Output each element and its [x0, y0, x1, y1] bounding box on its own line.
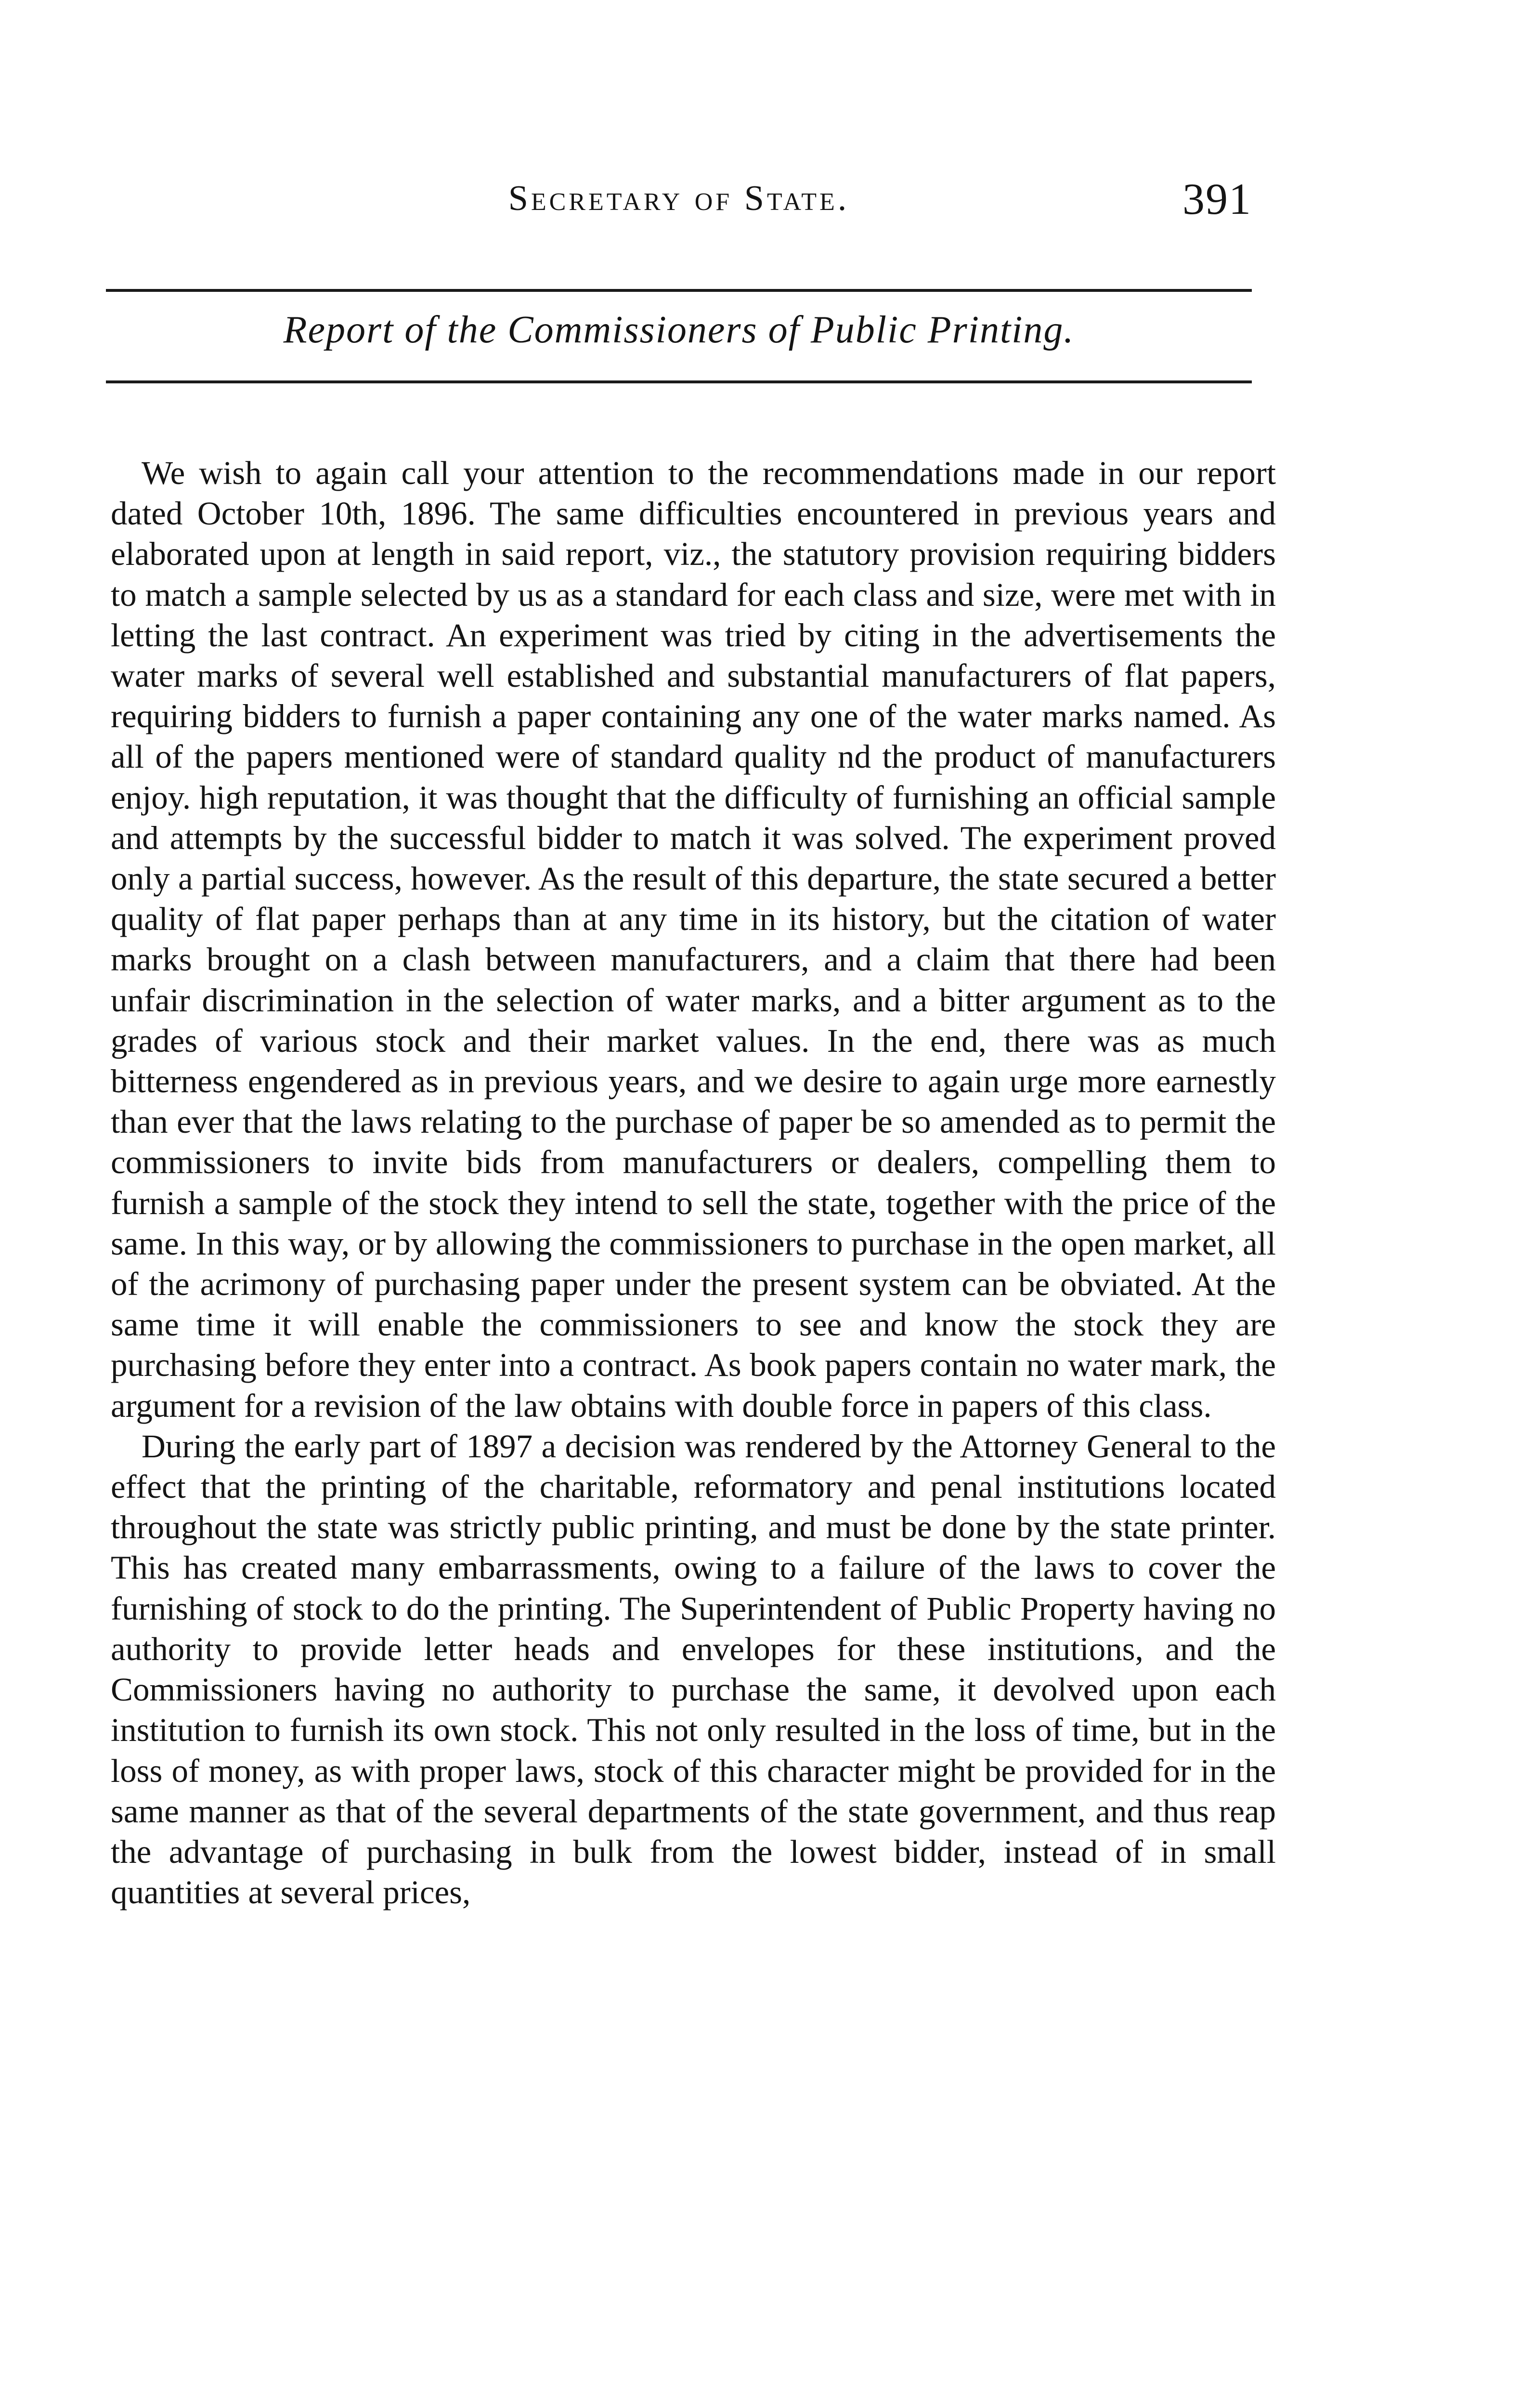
top-rule: [106, 289, 1252, 292]
body-text: [111, 453, 1276, 1912]
page-number: 391: [1182, 174, 1252, 223]
running-head: [106, 173, 1252, 231]
bottom-rule: [106, 380, 1252, 383]
running-title: Secretary of State.: [508, 179, 850, 218]
paragraph: We wish to again call your attention to the recommendations made in our report dated October 10th, 1896. The same difficulties encountered in previous years and elaborated upon at length in said report, viz., the statutory provision requiring bidders to match a sample selected by us as a standard for each class and size, were met with in letting the last contract. An experiment was tried by citing in the advertisements the water marks of several well established and substantial manufacturers of flat papers, requiring bidders to furnish a paper containing any one of the water marks named. As all of the papers mentioned were of standard quality nd the product of manufacturers enjoy. high reputation, it was thought that the difficulty of furnishing an official sample and attempts by the successful bidder to match it was solved. The experiment proved only a partial success, however. As the result of this departure, the state secured a better quality of flat paper perhaps than at any time in its history, but the citation of water marks brought on a clash between manufacturers, and a claim that there had been unfair discrimination in the selection of water marks, and a bitter argument as to the grades of various stock and their market values. In the end, there was as much bitterness engendered as in previous years, and we desire to again urge more earnestly than ever that the laws relating to the purchase of paper be so amended as to permit the commissioners to invite bids from manufacturers or dealers, compelling them to furnish a sample of the stock they intend to sell the state, together with the price of the same. In this way, or by allowing the commissioners to purchase in the open market, all of the acrimony of purchasing paper under the present system can be obviated. At the same time it will enable the commissioners to see and know the stock they are purchasing before they enter into a contract. As book papers contain no water mark, the argument for a revision of the law obtains with double force in papers of this class.: [111, 455, 1276, 1424]
section-title: Report of the Commissioners of Public Printing.: [283, 309, 1075, 351]
paragraph: During the early part of 1897 a decision was rendered by the Attorney General to the effect that the printing of the charitable, reformatory and penal institutions located throughout the state was strictly public printing, and must be done by the state printer. This has created many embarrassments, owing to a failure of the laws to cover the furnishing of stock to do the printing. The Superintendent of Public Property having no authority to provide letter heads and envelopes for these institutions, and the Commissioners having no authority to purchase the same, it devolved upon each institution to furnish its own stock. This not only resulted in the loss of time, but in the loss of money, as with proper laws, stock of this character might be provided for in the same manner as that of the several departments of the state government, and thus reap the advantage of purchasing in bulk from the lowest bidder, instead of in small quantities at several prices,: [111, 1427, 1276, 1911]
